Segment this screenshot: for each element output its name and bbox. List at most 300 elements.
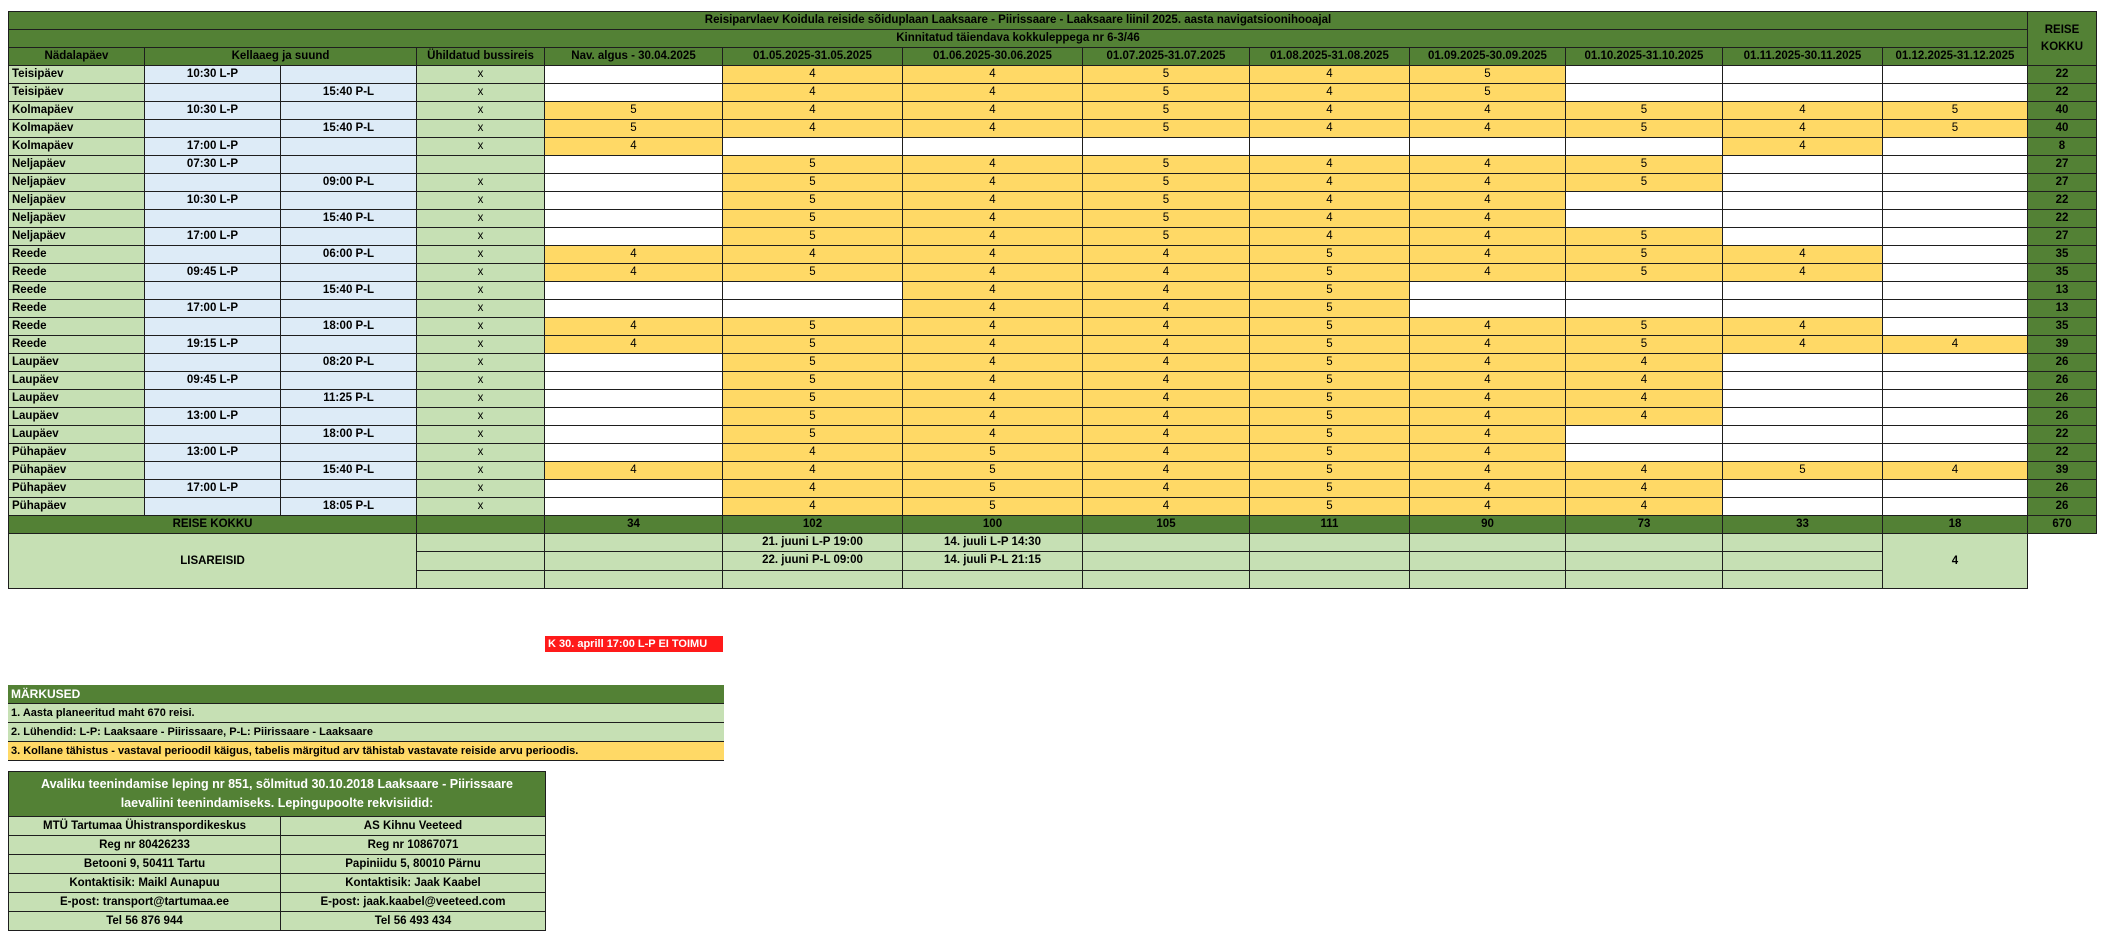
trip-count-cell: 4 [1250, 102, 1410, 120]
trip-count-cell: 4 [545, 318, 723, 336]
trip-count-cell: 4 [545, 264, 723, 282]
trip-count-cell: 5 [1250, 444, 1410, 462]
extra-trip-cell: 14. juuli P-L 21:15 [903, 552, 1083, 570]
trip-count-cell [545, 228, 723, 246]
trip-count-cell: 5 [723, 264, 903, 282]
departure-lp-cell [145, 120, 281, 138]
extra-trip-cell [1083, 570, 1250, 588]
trip-count-cell: 5 [1566, 264, 1723, 282]
trip-count-cell: 4 [1083, 408, 1250, 426]
row-total-cell: 35 [2028, 246, 2097, 264]
weekday-cell: Pühapäev [9, 480, 145, 498]
trip-count-cell [1883, 390, 2028, 408]
trip-count-cell: 5 [1566, 102, 1723, 120]
extra-trip-cell [1410, 570, 1566, 588]
trip-count-cell: 5 [903, 462, 1083, 480]
trip-count-cell: 4 [1566, 408, 1723, 426]
trip-count-cell: 5 [1723, 462, 1883, 480]
row-total-cell: 39 [2028, 336, 2097, 354]
trip-count-cell: 5 [723, 372, 903, 390]
row-total-cell: 26 [2028, 390, 2097, 408]
period-total-cell: 33 [1723, 516, 1883, 534]
schedule-row [9, 480, 2097, 498]
extra-trip-cell [1566, 552, 1723, 570]
trip-count-cell: 4 [903, 264, 1083, 282]
trip-count-cell [1723, 444, 1883, 462]
trip-count-cell: 4 [903, 336, 1083, 354]
trip-count-cell: 4 [1410, 498, 1566, 516]
departure-pl-cell: 18:00 P-L [281, 318, 417, 336]
departure-lp-cell [145, 426, 281, 444]
bus-connection-cell: x [417, 336, 545, 354]
trip-count-cell: 4 [1410, 228, 1566, 246]
departure-pl-cell [281, 408, 417, 426]
schedule-subtitle: Kinnitatud täiendava kokkuleppega nr 6-3/46 [9, 30, 2028, 48]
trip-count-cell [1723, 174, 1883, 192]
bus-connection-cell: x [417, 210, 545, 228]
period-total-cell: 105 [1083, 516, 1250, 534]
header-period: 01.05.2025-31.05.2025 [723, 48, 903, 66]
extra-trip-cell [1566, 570, 1723, 588]
extra-trip-cell [417, 570, 545, 588]
trip-count-cell: 5 [1566, 156, 1723, 174]
trip-count-cell [1723, 192, 1883, 210]
trip-count-cell: 5 [1250, 354, 1410, 372]
trip-count-cell [723, 300, 903, 318]
trip-count-cell: 4 [1083, 246, 1250, 264]
trip-count-cell [1883, 498, 2028, 516]
extra-trips-total: 4 [1883, 534, 2028, 589]
trip-count-cell [1723, 84, 1883, 102]
weekday-cell: Neljapäev [9, 156, 145, 174]
trip-count-cell: 4 [723, 480, 903, 498]
period-total-cell: 90 [1410, 516, 1566, 534]
weekday-cell: Reede [9, 300, 145, 318]
trip-count-cell [1723, 480, 1883, 498]
departure-pl-cell [281, 480, 417, 498]
trip-count-cell: 5 [1250, 480, 1410, 498]
departure-pl-cell [281, 192, 417, 210]
trip-count-cell: 4 [1410, 354, 1566, 372]
trip-count-cell: 4 [723, 462, 903, 480]
party-left-phone: Tel 56 876 944 [9, 912, 281, 931]
trip-count-cell: 4 [1410, 444, 1566, 462]
weekday-cell: Laupäev [9, 372, 145, 390]
trip-count-cell: 4 [903, 174, 1083, 192]
trip-count-cell [545, 372, 723, 390]
trip-count-cell [1883, 354, 2028, 372]
trip-count-cell [1883, 408, 2028, 426]
trip-count-cell: 5 [1083, 120, 1250, 138]
weekday-cell: Kolmapäev [9, 120, 145, 138]
weekday-cell: Teisipäev [9, 84, 145, 102]
weekday-cell: Kolmapäev [9, 102, 145, 120]
trip-count-cell [545, 210, 723, 228]
trip-count-cell [1883, 210, 2028, 228]
trip-count-cell: 4 [903, 66, 1083, 84]
notes-section [8, 685, 724, 761]
trip-count-cell [545, 408, 723, 426]
trip-count-cell: 4 [1410, 156, 1566, 174]
header-period: 01.11.2025-30.11.2025 [1723, 48, 1883, 66]
extra-trip-cell [1250, 534, 1410, 552]
trip-count-cell: 4 [903, 408, 1083, 426]
trip-count-cell [1883, 444, 2028, 462]
weekday-cell: Neljapäev [9, 192, 145, 210]
trip-count-cell: 4 [903, 156, 1083, 174]
trip-count-cell [545, 84, 723, 102]
row-total-cell: 35 [2028, 318, 2097, 336]
party-right-address: Papiniidu 5, 80010 Pärnu [281, 855, 546, 874]
trip-count-cell: 4 [1083, 498, 1250, 516]
header-period: 01.06.2025-30.06.2025 [903, 48, 1083, 66]
trip-count-cell: 5 [1566, 120, 1723, 138]
party-left-address: Betooni 9, 50411 Tartu [9, 855, 281, 874]
trip-count-cell: 5 [723, 336, 903, 354]
departure-pl-cell [281, 372, 417, 390]
bus-connection-cell: x [417, 480, 545, 498]
header-period: 01.10.2025-31.10.2025 [1566, 48, 1723, 66]
extra-trip-cell [903, 570, 1083, 588]
row-total-cell: 39 [2028, 462, 2097, 480]
trip-count-cell: 5 [1250, 390, 1410, 408]
schedule-row [9, 210, 2097, 228]
row-total-cell: 22 [2028, 192, 2097, 210]
trip-count-cell: 5 [545, 120, 723, 138]
trip-count-cell: 4 [1566, 372, 1723, 390]
trip-count-cell: 5 [545, 102, 723, 120]
party-right-contact: Kontaktisik: Jaak Kaabel [281, 874, 546, 893]
departure-lp-cell: 17:00 L-P [145, 480, 281, 498]
trip-count-cell [1410, 300, 1566, 318]
trip-count-cell: 4 [1723, 138, 1883, 156]
trip-count-cell: 4 [903, 84, 1083, 102]
trip-count-cell: 4 [545, 246, 723, 264]
weekday-cell: Kolmapäev [9, 138, 145, 156]
departure-lp-cell: 10:30 L-P [145, 192, 281, 210]
trip-count-cell: 5 [723, 228, 903, 246]
trip-count-cell: 5 [1250, 282, 1410, 300]
party-left-email: E-post: transport@tartumaa.ee [9, 893, 281, 912]
extra-trips-label: LISAREISID [9, 534, 417, 589]
bus-connection-cell: x [417, 372, 545, 390]
row-total-cell: 22 [2028, 84, 2097, 102]
weekday-cell: Reede [9, 264, 145, 282]
period-total-cell: 34 [545, 516, 723, 534]
bus-connection-cell: x [417, 228, 545, 246]
trip-count-cell: 4 [723, 246, 903, 264]
trip-count-cell: 5 [723, 408, 903, 426]
trip-count-cell: 4 [1410, 336, 1566, 354]
trip-count-cell: 4 [1410, 264, 1566, 282]
trip-count-cell: 4 [903, 228, 1083, 246]
bus-connection-cell [417, 156, 545, 174]
trip-count-cell [1566, 66, 1723, 84]
party-right-phone: Tel 56 493 434 [281, 912, 546, 931]
trip-count-cell: 4 [723, 444, 903, 462]
trip-count-cell [1723, 66, 1883, 84]
weekday-cell: Reede [9, 336, 145, 354]
extra-trip-cell [1566, 534, 1723, 552]
trip-count-cell: 4 [1566, 462, 1723, 480]
departure-lp-cell: 09:45 L-P [145, 372, 281, 390]
extra-trip-cell [723, 570, 903, 588]
trip-count-cell: 4 [1410, 318, 1566, 336]
departure-pl-cell: 15:40 P-L [281, 282, 417, 300]
row-total-cell: 22 [2028, 426, 2097, 444]
trip-count-cell [545, 282, 723, 300]
trip-count-cell: 4 [903, 120, 1083, 138]
trip-count-cell [1883, 282, 2028, 300]
departure-lp-cell [145, 246, 281, 264]
extra-trip-cell [1083, 552, 1250, 570]
trip-count-cell [1883, 228, 2028, 246]
trip-count-cell: 4 [723, 84, 903, 102]
trip-count-cell: 4 [1083, 390, 1250, 408]
period-total-cell: 18 [1883, 516, 2028, 534]
trip-count-cell: 4 [1410, 246, 1566, 264]
row-total-cell: 22 [2028, 210, 2097, 228]
extra-trip-cell [417, 552, 545, 570]
trip-count-cell [1566, 444, 1723, 462]
trip-count-cell: 4 [1410, 390, 1566, 408]
trip-count-cell [545, 354, 723, 372]
notes-title: MÄRKUSED [8, 685, 724, 704]
schedule-row [9, 444, 2097, 462]
trip-count-cell: 4 [1566, 390, 1723, 408]
trip-count-cell [1723, 390, 1883, 408]
trip-count-cell: 4 [903, 102, 1083, 120]
bus-connection-cell: x [417, 120, 545, 138]
departure-pl-cell: 09:00 P-L [281, 174, 417, 192]
bus-connection-cell: x [417, 462, 545, 480]
departure-lp-cell: 10:30 L-P [145, 66, 281, 84]
contract-title: Avaliku teenindamise leping nr 851, sõlmitud 30.10.2018 Laaksaare - Piirissaare laevaliini teenindamiseks. Lepingupoolte rekvisiidid: [9, 772, 546, 817]
departure-lp-cell [145, 354, 281, 372]
trip-count-cell: 5 [1250, 498, 1410, 516]
weekday-cell: Laupäev [9, 408, 145, 426]
trip-count-cell [1723, 228, 1883, 246]
bus-connection-cell: x [417, 264, 545, 282]
extra-trip-cell [417, 534, 545, 552]
trip-count-cell: 5 [1083, 228, 1250, 246]
row-total-cell: 13 [2028, 282, 2097, 300]
row-total-cell: 40 [2028, 120, 2097, 138]
trip-count-cell: 5 [1250, 336, 1410, 354]
weekday-cell: Reede [9, 282, 145, 300]
schedule-row [9, 354, 2097, 372]
header-day: Nädalapäev [9, 48, 145, 66]
trip-count-cell: 4 [723, 120, 903, 138]
trip-count-cell: 4 [1410, 462, 1566, 480]
departure-pl-cell [281, 228, 417, 246]
departure-pl-cell [281, 444, 417, 462]
trip-count-cell: 5 [723, 390, 903, 408]
trip-count-cell: 4 [903, 318, 1083, 336]
departure-lp-cell [145, 498, 281, 516]
schedule-row [9, 264, 2097, 282]
departure-pl-cell: 11:25 P-L [281, 390, 417, 408]
trip-count-cell: 4 [1410, 372, 1566, 390]
trip-count-cell: 4 [1083, 480, 1250, 498]
schedule-table [8, 11, 2097, 589]
trip-count-cell: 4 [1083, 282, 1250, 300]
row-total-cell: 26 [2028, 354, 2097, 372]
trip-count-cell [1723, 354, 1883, 372]
schedule-row [9, 138, 2097, 156]
trip-count-cell [1883, 480, 2028, 498]
schedule-row [9, 228, 2097, 246]
trip-count-cell: 5 [1250, 372, 1410, 390]
trip-count-cell: 5 [1410, 84, 1566, 102]
weekday-cell: Laupäev [9, 426, 145, 444]
trip-count-cell: 5 [1883, 102, 2028, 120]
trip-count-cell [1883, 426, 2028, 444]
trip-count-cell: 5 [723, 354, 903, 372]
departure-pl-cell: 18:00 P-L [281, 426, 417, 444]
bus-connection-cell: x [417, 426, 545, 444]
trip-count-cell [545, 480, 723, 498]
trip-count-cell: 4 [1250, 66, 1410, 84]
bus-connection-cell: x [417, 300, 545, 318]
trip-count-cell: 4 [723, 498, 903, 516]
trip-count-cell: 4 [1083, 336, 1250, 354]
header-period: 01.09.2025-30.09.2025 [1410, 48, 1566, 66]
departure-lp-cell: 10:30 L-P [145, 102, 281, 120]
row-total-cell: 26 [2028, 408, 2097, 426]
trip-count-cell [1566, 282, 1723, 300]
trip-count-cell: 4 [1566, 354, 1723, 372]
departure-pl-cell [281, 66, 417, 84]
row-total-cell: 26 [2028, 498, 2097, 516]
trip-count-cell: 4 [1566, 480, 1723, 498]
party-right-name: AS Kihnu Veeteed [281, 817, 546, 836]
trip-count-cell [545, 156, 723, 174]
trip-count-cell [1723, 156, 1883, 174]
bus-connection-cell: x [417, 390, 545, 408]
weekday-cell: Reede [9, 318, 145, 336]
departure-pl-cell [281, 102, 417, 120]
totals-row [9, 516, 2097, 534]
trip-count-cell [545, 300, 723, 318]
trip-count-cell: 5 [1083, 210, 1250, 228]
header-period: 01.08.2025-31.08.2025 [1250, 48, 1410, 66]
bus-connection-cell: x [417, 102, 545, 120]
trip-count-cell: 5 [1250, 318, 1410, 336]
trip-count-cell [1883, 66, 2028, 84]
extra-trip-cell: 21. juuni L-P 19:00 [723, 534, 903, 552]
trip-count-cell: 4 [1410, 102, 1566, 120]
weekday-cell: Pühapäev [9, 462, 145, 480]
row-total-cell: 26 [2028, 372, 2097, 390]
weekday-cell: Teisipäev [9, 66, 145, 84]
trip-count-cell [1883, 192, 2028, 210]
bus-connection-cell: x [417, 246, 545, 264]
bus-connection-cell: x [417, 282, 545, 300]
trip-count-cell: 4 [1410, 120, 1566, 138]
departure-lp-cell: 09:45 L-P [145, 264, 281, 282]
row-total-cell: 35 [2028, 264, 2097, 282]
weekday-cell: Neljapäev [9, 174, 145, 192]
trip-count-cell: 4 [1250, 120, 1410, 138]
trip-count-cell [1723, 408, 1883, 426]
trip-count-cell [1883, 264, 2028, 282]
reise-kokku-header: REISE KOKKU [2028, 12, 2097, 66]
trip-count-cell: 5 [1250, 426, 1410, 444]
schedule-row [9, 498, 2097, 516]
trip-count-cell: 4 [1410, 210, 1566, 228]
trip-count-cell [1566, 426, 1723, 444]
trip-count-cell: 5 [1566, 246, 1723, 264]
trip-count-cell: 4 [1566, 498, 1723, 516]
trip-count-cell [545, 444, 723, 462]
trip-count-cell [1566, 210, 1723, 228]
trip-count-cell: 4 [1250, 174, 1410, 192]
trip-count-cell: 4 [1410, 426, 1566, 444]
trip-count-cell [1566, 84, 1723, 102]
row-total-cell: 27 [2028, 174, 2097, 192]
trip-count-cell: 5 [1250, 300, 1410, 318]
trip-count-cell [1723, 372, 1883, 390]
contract-details [8, 771, 546, 931]
schedule-row [9, 336, 2097, 354]
trip-count-cell: 4 [1250, 210, 1410, 228]
trip-count-cell: 4 [1083, 372, 1250, 390]
extra-trips-row [9, 534, 2097, 552]
extra-trip-cell [1723, 552, 1883, 570]
trip-count-cell: 4 [1723, 102, 1883, 120]
departure-lp-cell [145, 318, 281, 336]
period-total-cell: 111 [1250, 516, 1410, 534]
schedule-row [9, 174, 2097, 192]
bus-connection-cell: x [417, 192, 545, 210]
trip-count-cell: 4 [1723, 246, 1883, 264]
extra-trip-cell [545, 570, 723, 588]
trip-count-cell [1723, 282, 1883, 300]
trip-count-cell [545, 498, 723, 516]
totals-spacer [417, 516, 545, 534]
trip-count-cell: 4 [903, 192, 1083, 210]
trip-count-cell [545, 390, 723, 408]
trip-count-cell: 4 [723, 66, 903, 84]
bus-connection-cell: x [417, 318, 545, 336]
trip-count-cell: 4 [903, 300, 1083, 318]
extra-trip-cell: 22. juuni P-L 09:00 [723, 552, 903, 570]
trip-count-cell [1566, 300, 1723, 318]
departure-lp-cell [145, 282, 281, 300]
trip-count-cell [1883, 318, 2028, 336]
trip-count-cell: 5 [1566, 318, 1723, 336]
note-item: 3. Kollane tähistus - vastaval perioodil käigus, tabelis märgitud arv tähistab vastavate reiside arvu perioodis. [8, 742, 724, 761]
period-total-cell: 102 [723, 516, 903, 534]
departure-lp-cell [145, 390, 281, 408]
trip-count-cell: 4 [903, 282, 1083, 300]
departure-pl-cell: 18:05 P-L [281, 498, 417, 516]
departure-pl-cell: 06:00 P-L [281, 246, 417, 264]
trip-count-cell: 5 [903, 480, 1083, 498]
weekday-cell: Pühapäev [9, 498, 145, 516]
trip-count-cell: 4 [1083, 426, 1250, 444]
trip-count-cell: 4 [903, 354, 1083, 372]
trip-count-cell [1250, 138, 1410, 156]
trip-count-cell [545, 192, 723, 210]
trip-count-cell: 5 [1566, 336, 1723, 354]
extra-trip-cell: 14. juuli L-P 14:30 [903, 534, 1083, 552]
trip-count-cell: 4 [1250, 156, 1410, 174]
extra-trip-cell [1250, 552, 1410, 570]
trip-count-cell: 5 [1083, 66, 1250, 84]
trip-count-cell: 5 [1410, 66, 1566, 84]
